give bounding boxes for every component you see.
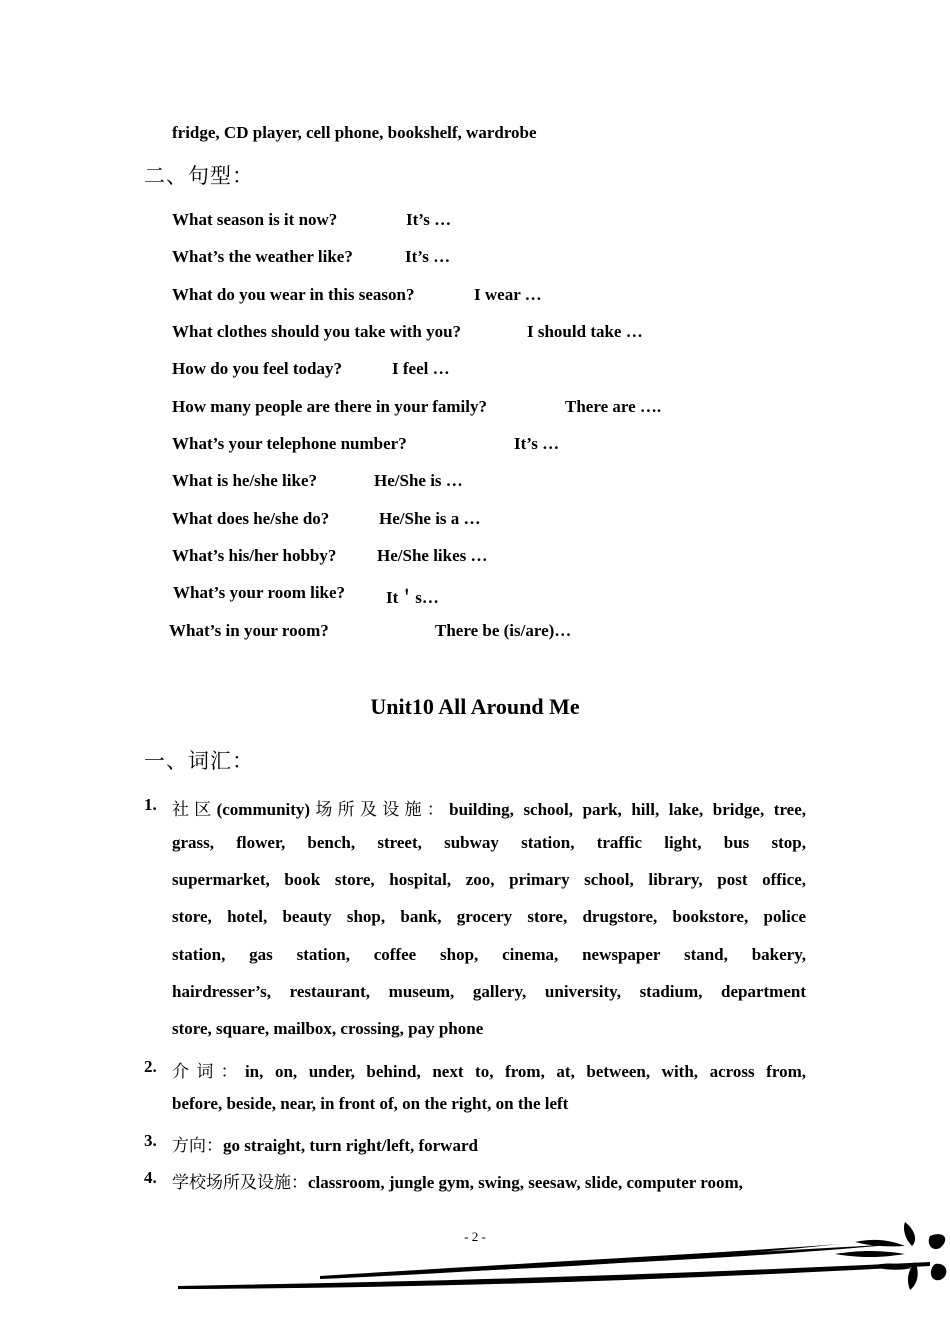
page-number: - 2 - [464, 1229, 486, 1244]
item-label: 方向： [172, 1136, 223, 1155]
sentence-question: What’s your room like? [173, 583, 346, 602]
item-label: 场所及设施： [310, 800, 450, 819]
sentence-answer: He/She likes … [377, 546, 488, 565]
item-text: go straight, turn right/left, forward [223, 1136, 478, 1155]
sentence-answer: It’s … [514, 434, 560, 453]
sentence-answer: He/She is … [374, 471, 463, 490]
section-heading-vocab: 一、词汇： [144, 749, 254, 773]
item-line: grass, flower, bench, street, subway station, traffic light, bus stop, [172, 833, 806, 852]
item-text: building, school, park, hill, lake, bridge, tree, [449, 800, 807, 819]
item-text: in, on, under, behind, next to, from, at, between, with, across from, [244, 1062, 806, 1081]
item-line: supermarket, book store, hospital, zoo, primary school, library, post office, [172, 870, 806, 889]
sentence-answer: I wear … [474, 285, 542, 304]
item-label: 社区 [172, 800, 217, 819]
item-number: 1. [144, 795, 157, 814]
sentence-question: What’s the weather like? [172, 247, 353, 266]
sentence-question: What season is it now? [172, 210, 338, 229]
item-line: store, hotel, beauty shop, bank, grocery store, drugstore, bookstore, police [172, 907, 806, 926]
item-line: hairdresser’s, restaurant, museum, gallery, university, stadium, department [172, 982, 806, 1001]
sentence-question: What’s your telephone number? [172, 434, 407, 453]
sentence-answer: I should take … [527, 322, 643, 341]
sentence-question: What is he/she like? [172, 471, 317, 490]
sentence-question: How many people are there in your family? [172, 397, 487, 416]
sentence-answer: I feel … [392, 359, 450, 378]
item-label: 学校场所及设施： [172, 1173, 308, 1192]
sentence-question: What do you wear in this season? [172, 285, 415, 304]
item-number: 3. [144, 1131, 157, 1150]
section-heading-sentences: 二、句型： [144, 164, 254, 188]
unit-title: Unit10 All Around Me [370, 694, 580, 719]
sentence-answer: There are …. [565, 397, 662, 416]
item-number: 2. [144, 1057, 157, 1076]
sentence-answer: It＇s… [386, 588, 439, 607]
vocab-continuation-line: fridge, CD player, cell phone, bookshelf, wardrobe [172, 123, 537, 142]
sentence-question: What does he/she do? [172, 509, 330, 528]
sentence-question: How do you feel today? [172, 359, 342, 378]
sentence-question: What clothes should you take with you? [172, 322, 462, 341]
sentence-answer: There be (is/are)… [435, 621, 572, 640]
item-label-en: (community) [216, 800, 311, 819]
sentence-answer: He/She is a … [379, 509, 481, 528]
sentence-answer: It’s … [406, 210, 452, 229]
sentence-question: What’s his/her hobby? [172, 546, 337, 565]
sentence-question: What’s in your room? [169, 621, 329, 640]
item-line: store, square, mailbox, crossing, pay phone [172, 1019, 484, 1038]
item-text: classroom, jungle gym, swing, seesaw, slide, computer room, [308, 1173, 743, 1192]
item-label: 介词： [172, 1062, 245, 1081]
item-line: before, beside, near, in front of, on the right, on the left [172, 1094, 569, 1113]
item-number: 4. [144, 1168, 157, 1187]
sentence-answer: It’s … [405, 247, 451, 266]
item-line: station, gas station, coffee shop, cinema, newspaper stand, bakery, [172, 945, 806, 964]
